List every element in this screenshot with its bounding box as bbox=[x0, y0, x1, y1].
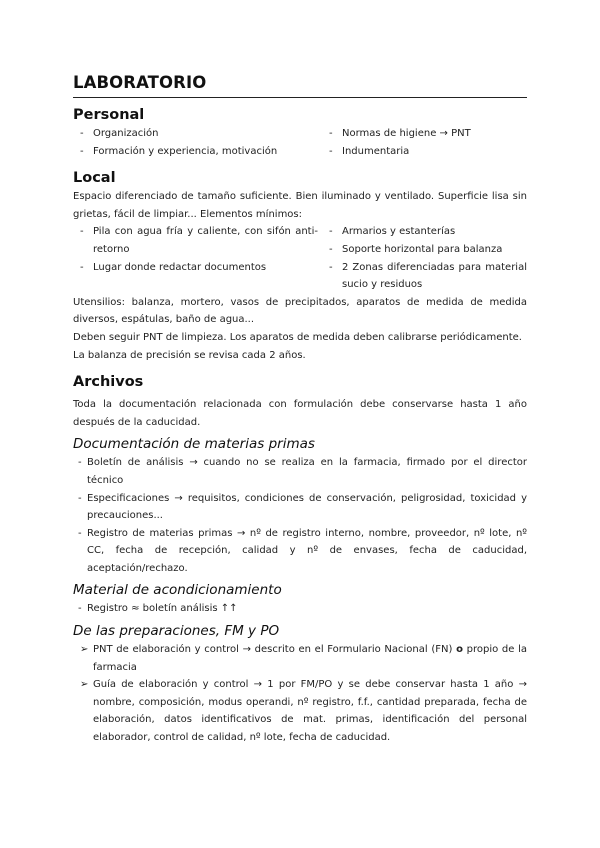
dash-marker: - bbox=[80, 226, 84, 238]
list-item: - Armarios y estanterías bbox=[322, 223, 527, 241]
dash-marker: - bbox=[80, 261, 84, 273]
list-item: - Normas de higiene → PNT bbox=[322, 125, 527, 143]
subheading-materias-primas: Documentación de materias primas bbox=[73, 436, 315, 453]
dash-marker: - bbox=[329, 145, 333, 157]
dash-marker: - bbox=[329, 243, 333, 255]
dash-marker: - bbox=[80, 128, 84, 139]
subheading-preparaciones: De las preparaciones, FM y PO bbox=[73, 623, 280, 640]
dash-marker: - bbox=[329, 128, 333, 139]
list-item: - Boletín de análisis → cuando no se realiza en la farmacia, firmado por el director técnico bbox=[73, 454, 527, 489]
local-list-left bbox=[73, 223, 318, 293]
local-utensilios: Utensilios: balanza, mortero, vasos de precipitados, aparatos de medida de medida diversos, espátulas, baño de agua... bbox=[73, 296, 527, 326]
preparaciones-list bbox=[73, 641, 527, 747]
list-item: - Indumentaria bbox=[322, 143, 527, 161]
dash-marker: - bbox=[78, 527, 82, 539]
list-item: ➢ PNT de elaboración y control → descrito en el Formulario Nacional (FN) o propio de la farmacia bbox=[73, 641, 527, 676]
list-item: - Soporte horizontal para balanza bbox=[322, 241, 527, 259]
dash-marker: - bbox=[78, 603, 82, 615]
archivos-intro: Toda la documentación relacionada con formulación debe conservarse hasta 1 año después de la caducidad. bbox=[73, 399, 527, 428]
list-item: - 2 Zonas diferenciadas para material sucio y residuos bbox=[322, 259, 527, 294]
personal-list-right bbox=[322, 125, 527, 160]
list-item: - Organización bbox=[73, 125, 318, 143]
section-heading-archivos: Archivos bbox=[73, 374, 144, 391]
subheading-acondicionamiento: Material de acondicionamiento bbox=[73, 582, 282, 599]
list-item: - Lugar donde redactar documentos bbox=[73, 259, 318, 277]
dash-marker: - bbox=[329, 226, 333, 238]
list-item: - Pila con agua fría y caliente, con sifón anti-retorno bbox=[73, 223, 318, 258]
personal-columns bbox=[73, 125, 527, 160]
dash-marker: - bbox=[78, 492, 82, 504]
list-item: - Registro de materias primas → nº de registro interno, nombre, proveedor, nº lote, nº CC, fecha de recepción, calidad y nº de envases, fecha de caducidad, aceptación/rechazo. bbox=[73, 525, 527, 578]
dash-marker: - bbox=[78, 457, 82, 469]
document-title: LABORATORIO bbox=[73, 73, 207, 92]
acondicionamiento-list bbox=[73, 600, 527, 618]
local-balanza: La balanza de precisión se revisa cada 2 años. bbox=[73, 349, 306, 361]
title-rule bbox=[73, 97, 527, 98]
list-item: - Registro ≈ boletín análisis ↑↑ bbox=[73, 600, 527, 618]
arrow-bullet-icon: ➢ bbox=[80, 679, 89, 691]
list-item: - Especificaciones → requisitos, condiciones de conservación, peligrosidad, toxicidad y precauciones... bbox=[73, 490, 527, 525]
dash-marker: - bbox=[80, 145, 84, 157]
list-item: - Formación y experiencia, motivación bbox=[73, 143, 318, 161]
section-heading-personal: Personal bbox=[73, 107, 145, 123]
local-pnt: Deben seguir PNT de limpieza. Los aparatos de medida deben calibrarse periódicamente. bbox=[73, 331, 522, 343]
section-heading-local: Local bbox=[73, 170, 116, 187]
list-item: ➢ Guía de elaboración y control → 1 por FM/PO y se debe conservar hasta 1 año → nombre, composición, modus operandi, nº registro, f.f., cantidad preparada, fecha de elaboración, datos identificativos de mat. primas, identificación del personal elaborador, control de calidad, nº lote, fecha de caducidad. bbox=[73, 676, 527, 746]
dash-marker: - bbox=[329, 261, 333, 273]
local-list-right bbox=[322, 223, 527, 293]
personal-list-left bbox=[73, 125, 318, 160]
materias-list bbox=[73, 454, 527, 577]
local-intro: Espacio diferenciado de tamaño suficiente. Bien iluminado y ventilado. Superficie lisa sin grietas, fácil de limpiar... Elementos mínimos: bbox=[73, 191, 527, 220]
arrow-bullet-icon: ➢ bbox=[80, 644, 89, 656]
local-columns bbox=[73, 223, 527, 293]
